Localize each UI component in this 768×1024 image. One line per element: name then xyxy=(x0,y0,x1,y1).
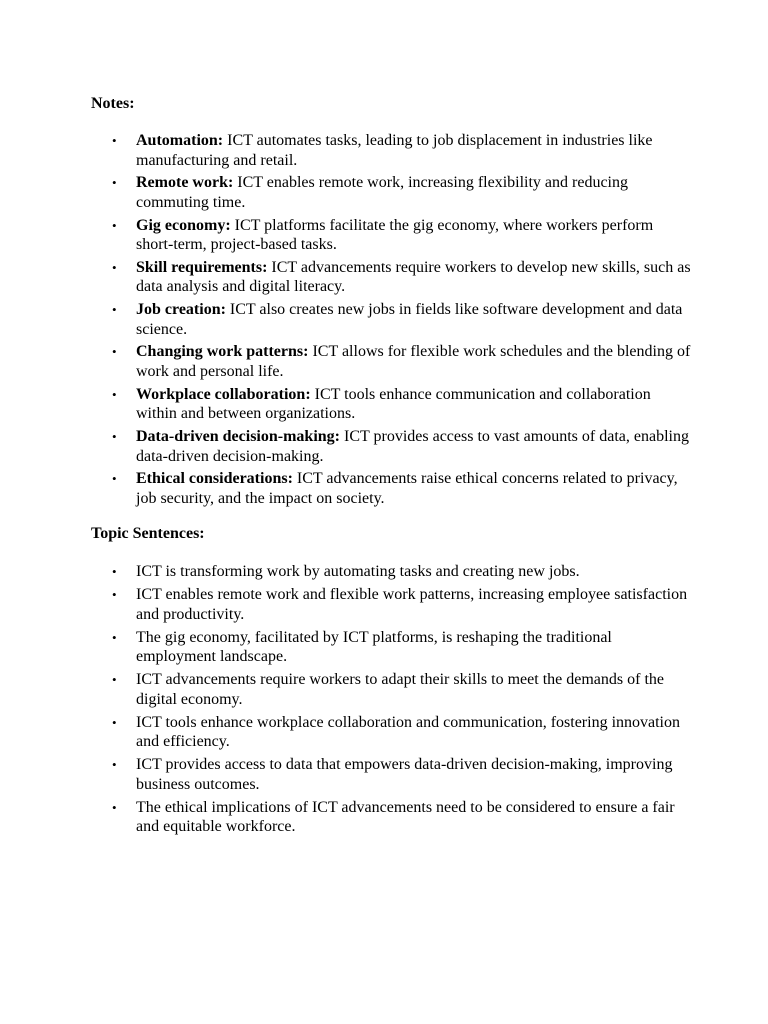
notes-item-term: Skill requirements: xyxy=(136,258,268,276)
bullet-icon: • xyxy=(112,175,117,191)
notes-item-text: ICT also creates new jobs in fields like software development and data science. xyxy=(136,301,683,338)
bullet-icon: • xyxy=(112,429,117,445)
notes-item-term: Data-driven decision-making: xyxy=(136,428,340,446)
topic-sentence-item xyxy=(91,670,691,709)
bullet-icon: • xyxy=(112,471,117,487)
notes-item-text: ICT allows for flexible work schedules and the blending of work and personal life. xyxy=(136,343,691,380)
topic-sentences-list xyxy=(91,562,691,840)
notes-item-remote-work xyxy=(91,173,691,212)
notes-item-term: Ethical considerations: xyxy=(136,470,293,488)
bullet-icon: • xyxy=(112,259,117,275)
bullet-icon: • xyxy=(112,714,117,730)
notes-list xyxy=(91,131,691,512)
topic-sentences-heading: Topic Sentences: xyxy=(91,525,205,542)
bullet-icon: • xyxy=(112,757,117,772)
notes-item-term: Automation: xyxy=(136,132,224,149)
topic-sentence-text: ICT is transforming work by automating tasks and creating new jobs. xyxy=(136,563,580,580)
topic-sentence-item xyxy=(91,628,691,667)
bullet-icon: • xyxy=(112,302,117,318)
topic-sentence-item xyxy=(91,798,691,837)
bullet-icon: • xyxy=(112,217,117,233)
notes-item-workplace-collaboration xyxy=(91,385,691,424)
topic-sentence-text: ICT enables remote work and flexible work patterns, increasing employee satisfaction and productivity. xyxy=(136,586,688,623)
notes-item-ethical-considerations xyxy=(91,469,691,508)
bullet-icon: • xyxy=(112,564,117,579)
bullet-icon: • xyxy=(112,799,117,815)
notes-item-text: ICT advancements require workers to develop new skills, such as data analysis and digital literacy. xyxy=(136,258,691,296)
notes-item-text: ICT automates tasks, leading to job displacement in industries like manufacturing and retail. xyxy=(136,132,653,169)
notes-item-skill-requirements xyxy=(91,258,691,297)
notes-item-term: Workplace collaboration: xyxy=(136,385,311,403)
notes-item-term: Remote work: xyxy=(136,174,234,192)
topic-sentence-text: ICT tools enhance workplace collaboration and communication, fostering innovation and efficiency. xyxy=(136,713,680,750)
topic-sentence-text: The ethical implications of ICT advancements need to be considered to ensure a fair and equitable workforce. xyxy=(136,798,675,835)
topic-sentence-text: The gig economy, facilitated by ICT platforms, is reshaping the traditional employment landscape. xyxy=(136,628,612,665)
bullet-icon: • xyxy=(112,133,117,148)
topic-sentence-text: ICT provides access to data that empowers data-driven decision-making, improving business outcomes. xyxy=(136,756,673,793)
notes-item-text: ICT tools enhance communication and collaboration within and between organizations. xyxy=(136,385,651,423)
notes-heading: Notes: xyxy=(91,95,135,112)
notes-item-job-creation xyxy=(91,300,691,339)
notes-item-automation xyxy=(91,131,691,170)
notes-item-text: ICT provides access to vast amounts of data, enabling data-driven decision-making. xyxy=(136,428,689,465)
notes-item-term: Changing work patterns: xyxy=(136,343,309,361)
notes-item-term: Gig economy: xyxy=(136,216,231,234)
notes-item-text: ICT advancements raise ethical concerns related to privacy, job security, and the impact on society. xyxy=(136,470,678,507)
topic-sentence-item xyxy=(91,713,691,752)
bullet-icon: • xyxy=(112,587,117,602)
notes-item-text: ICT enables remote work, increasing flexibility and reducing commuting time. xyxy=(136,174,628,211)
bullet-icon: • xyxy=(112,672,117,687)
topic-sentence-item xyxy=(91,562,691,582)
bullet-icon: • xyxy=(112,344,117,360)
topic-sentence-item xyxy=(91,755,691,794)
notes-item-changing-work-patterns xyxy=(91,342,691,381)
topic-sentence-item xyxy=(91,585,691,624)
topic-sentence-text: ICT advancements require workers to adapt their skills to meet the demands of the digital economy. xyxy=(136,671,664,708)
notes-item-term: Job creation: xyxy=(136,301,226,319)
notes-item-text: ICT platforms facilitate the gig economy, where workers perform short-term, project-based tasks. xyxy=(136,216,654,254)
bullet-icon: • xyxy=(112,386,117,402)
notes-item-data-driven-decision-making xyxy=(91,427,691,466)
notes-item-gig-economy xyxy=(91,216,691,255)
bullet-icon: • xyxy=(112,629,117,645)
